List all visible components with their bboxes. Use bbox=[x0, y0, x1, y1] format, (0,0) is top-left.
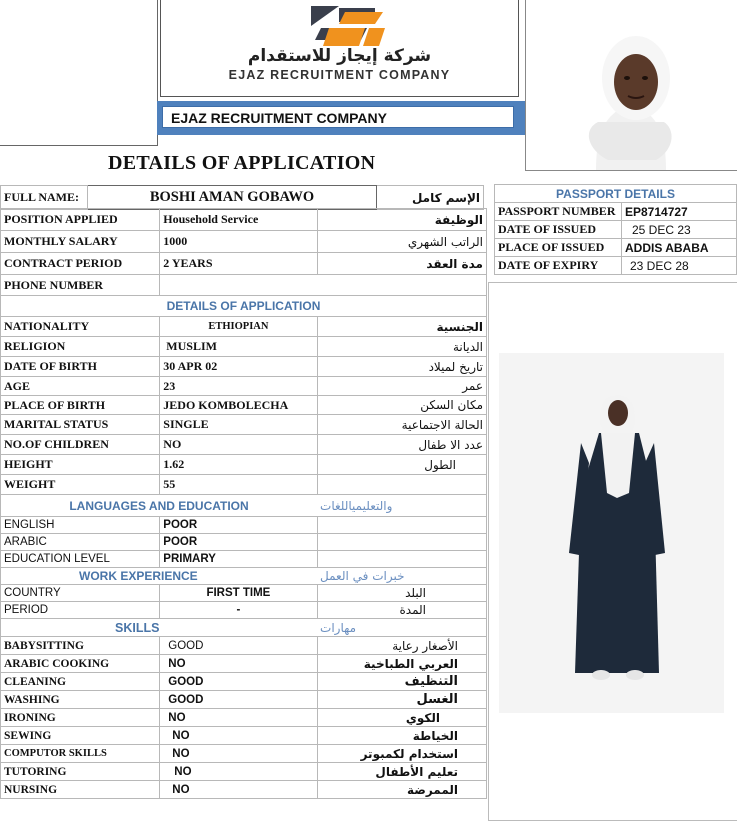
table-row bbox=[1, 396, 487, 415]
row-ar: الكوي bbox=[317, 709, 486, 727]
row-label: DATE OF BIRTH bbox=[1, 357, 160, 377]
experience-section-header-ar: خبرات في العمل bbox=[317, 568, 486, 585]
row-label: EDUCATION LEVEL bbox=[1, 551, 160, 568]
row-label: SEWING bbox=[1, 727, 160, 745]
row-ar: التنظيف bbox=[317, 673, 486, 691]
full-name-label: FULL NAME: bbox=[1, 186, 88, 210]
languages-section-header: LANGUAGES AND EDUCATION bbox=[1, 495, 318, 517]
full-body-photo bbox=[488, 282, 737, 821]
table-row bbox=[1, 231, 487, 253]
row-value: 23 bbox=[160, 377, 317, 396]
passport-table bbox=[494, 184, 737, 275]
header-blank-box bbox=[0, 0, 158, 146]
table-row bbox=[1, 209, 487, 231]
row-label: PHONE NUMBER bbox=[1, 275, 160, 296]
full-name-row bbox=[0, 185, 484, 210]
table-row bbox=[1, 534, 487, 551]
row-label: RELIGION bbox=[1, 337, 160, 357]
row-label: BABYSITTING bbox=[1, 637, 160, 655]
table-row bbox=[1, 253, 487, 275]
skills-section-header: SKILLS bbox=[1, 619, 318, 637]
table-row bbox=[1, 435, 487, 455]
table-row bbox=[1, 551, 487, 568]
logo-arabic-text: شركة إيجاز للاستقدام bbox=[247, 46, 432, 66]
row-label: CLEANING bbox=[1, 673, 160, 691]
table-row bbox=[1, 709, 487, 727]
passport-label: DATE OF ISSUED bbox=[495, 221, 622, 239]
phone-value bbox=[160, 275, 487, 296]
row-label: NURSING bbox=[1, 781, 160, 799]
table-row bbox=[1, 357, 487, 377]
row-label: MONTHLY SALARY bbox=[1, 231, 160, 253]
row-value: NO bbox=[160, 745, 317, 763]
experience-section-header: WORK EXPERIENCE bbox=[1, 568, 318, 585]
passport-title-row bbox=[495, 185, 737, 203]
row-ar: عمر bbox=[317, 377, 486, 396]
table-row bbox=[1, 655, 487, 673]
portrait-image-icon bbox=[526, 0, 737, 170]
row-value: 55 bbox=[160, 475, 317, 495]
table-row bbox=[1, 475, 487, 495]
table-row bbox=[1, 317, 487, 337]
row-value: 30 APR 02 bbox=[160, 357, 317, 377]
row-ar: تعليم الأطفال bbox=[317, 763, 486, 781]
row-empty bbox=[317, 551, 486, 568]
row-label: NO.OF CHILDREN bbox=[1, 435, 160, 455]
row-label: CONTRACT PERIOD bbox=[1, 253, 160, 275]
table-row bbox=[1, 727, 487, 745]
row-label: ARABIC COOKING bbox=[1, 655, 160, 673]
row-label: COMPUTOR SKILLS bbox=[1, 745, 160, 763]
row-value: PRIMARY bbox=[160, 551, 317, 568]
row-ar: مدة العقد bbox=[317, 253, 486, 275]
row-ar: مكان السكن bbox=[317, 396, 486, 415]
row-ar: الراتب الشهري bbox=[317, 231, 486, 253]
row-label: IRONING bbox=[1, 709, 160, 727]
row-label: WEIGHT bbox=[1, 475, 160, 495]
table-row bbox=[1, 517, 487, 534]
table-row bbox=[1, 745, 487, 763]
row-ar: البلد bbox=[317, 585, 486, 602]
row-label: MARITAL STATUS bbox=[1, 415, 160, 435]
row-value: NO bbox=[160, 435, 317, 455]
table-row bbox=[495, 221, 737, 239]
row-ar: عدد الا طفال bbox=[317, 435, 486, 455]
table-row bbox=[1, 673, 487, 691]
row-ar: الغسل bbox=[317, 691, 486, 709]
page-title: DETAILS OF APPLICATION bbox=[108, 152, 376, 174]
row-label: COUNTRY bbox=[1, 585, 160, 602]
row-label: AGE bbox=[1, 377, 160, 396]
row-value: NO bbox=[160, 781, 317, 799]
row-value: JEDO KOMBOLECHA bbox=[160, 396, 317, 415]
full-body-image-icon bbox=[489, 283, 737, 820]
row-value: POOR bbox=[160, 517, 317, 534]
table-row bbox=[1, 455, 487, 475]
row-label: WASHING bbox=[1, 691, 160, 709]
row-ar bbox=[317, 475, 486, 495]
table-row bbox=[1, 602, 487, 619]
row-empty bbox=[317, 517, 486, 534]
row-label: TUTORING bbox=[1, 763, 160, 781]
table-row bbox=[1, 691, 487, 709]
row-ar: استخدام لكمبوتر bbox=[317, 745, 486, 763]
row-value: GOOD bbox=[160, 691, 317, 709]
row-value: 2 YEARS bbox=[160, 253, 317, 275]
row-value: NO bbox=[160, 727, 317, 745]
company-logo bbox=[160, 0, 519, 97]
row-label: ARABIC bbox=[1, 534, 160, 551]
section-header-row bbox=[1, 619, 487, 637]
logo-english-text: EJAZ RECRUITMENT COMPANY bbox=[228, 68, 451, 82]
row-ar: تاريخ لميلاد bbox=[317, 357, 486, 377]
row-label: PERIOD bbox=[1, 602, 160, 619]
languages-section-header-ar: والتعليمياللغات bbox=[317, 495, 486, 517]
row-ar: الممرضة bbox=[317, 781, 486, 799]
passport-value: 25 DEC 23 bbox=[622, 221, 737, 239]
row-ar: الخياطة bbox=[317, 727, 486, 745]
row-value: ETHIOPIAN bbox=[160, 317, 317, 337]
table-row bbox=[1, 415, 487, 435]
table-row bbox=[495, 257, 737, 275]
row-ar: الوظيفة bbox=[317, 209, 486, 231]
full-name-ar: الإسم كامل bbox=[377, 186, 484, 210]
row-value: MUSLIM bbox=[160, 337, 317, 357]
row-label: NATIONALITY bbox=[1, 317, 160, 337]
row-value: GOOD bbox=[160, 673, 317, 691]
section-header-row bbox=[1, 495, 487, 517]
row-label: ENGLISH bbox=[1, 517, 160, 534]
row-ar: المدة bbox=[317, 602, 486, 619]
row-value: SINGLE bbox=[160, 415, 317, 435]
table-row bbox=[495, 203, 737, 221]
row-value: FIRST TIME bbox=[160, 585, 317, 602]
row-empty bbox=[317, 534, 486, 551]
row-label: PLACE OF BIRTH bbox=[1, 396, 160, 415]
table-row bbox=[1, 763, 487, 781]
row-value: NO bbox=[160, 709, 317, 727]
section-header-row bbox=[1, 296, 487, 317]
row-label: HEIGHT bbox=[1, 455, 160, 475]
table-row bbox=[1, 337, 487, 357]
row-value: - bbox=[160, 602, 317, 619]
row-ar: العربي الطباخية bbox=[317, 655, 486, 673]
skills-section-header-ar: مهارات bbox=[317, 619, 486, 637]
row-label: POSITION APPLIED bbox=[1, 209, 160, 231]
row-value: NO bbox=[160, 763, 317, 781]
company-name-bar bbox=[157, 101, 525, 135]
passport-value: EP8714727 bbox=[622, 203, 737, 221]
passport-label: DATE OF EXPIRY bbox=[495, 257, 622, 275]
passport-value: 23 DEC 28 bbox=[622, 257, 737, 275]
details-section-header: DETAILS OF APPLICATION bbox=[1, 296, 487, 317]
row-ar: الحالة الاجتماعية bbox=[317, 415, 486, 435]
application-table bbox=[0, 208, 487, 799]
table-row bbox=[1, 585, 487, 602]
passport-label: PLACE OF ISSUED bbox=[495, 239, 622, 257]
row-ar: الديانة bbox=[317, 337, 486, 357]
section-header-row bbox=[1, 568, 487, 585]
row-value: NO bbox=[160, 655, 317, 673]
table-row bbox=[495, 239, 737, 257]
table-row bbox=[1, 637, 487, 655]
row-ar: الأصغار رعاية bbox=[317, 637, 486, 655]
company-name: EJAZ RECRUITMENT COMPANY bbox=[162, 106, 514, 128]
row-value: POOR bbox=[160, 534, 317, 551]
row-value: Household Service bbox=[160, 209, 317, 231]
row-value: 1000 bbox=[160, 231, 317, 253]
table-row bbox=[1, 377, 487, 396]
passport-label: PASSPORT NUMBER bbox=[495, 203, 622, 221]
row-ar: الطول bbox=[317, 455, 486, 475]
portrait-photo bbox=[525, 0, 737, 171]
table-row bbox=[1, 781, 487, 799]
row-value: GOOD bbox=[160, 637, 317, 655]
passport-title: PASSPORT DETAILS bbox=[495, 185, 737, 203]
passport-value: ADDIS ABABA bbox=[622, 239, 737, 257]
full-name-value: BOSHI AMAN GOBAWO bbox=[88, 186, 377, 210]
row-ar: الجنسية bbox=[317, 317, 486, 337]
row-value: 1.62 bbox=[160, 455, 317, 475]
table-row bbox=[1, 275, 487, 296]
